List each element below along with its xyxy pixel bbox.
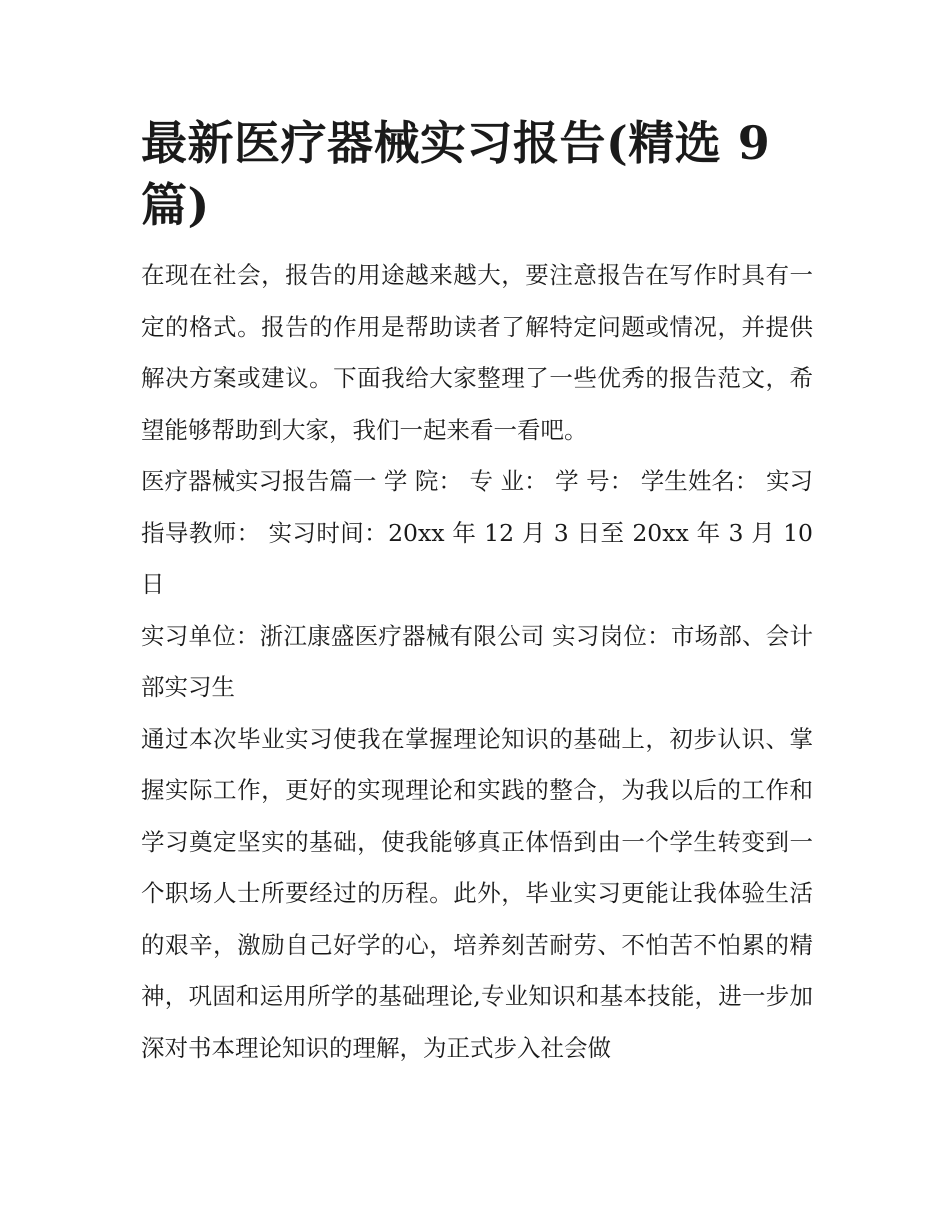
body-paragraph: 通过本次毕业实习使我在掌握理论知识的基础上，初步认识、掌握实际工作，更好的实现理论和实践的整合，为我以后的工作和学习奠定坚实的基础，使我能够真正体悟到由一个学生转变到一个职场人士所要经过的历程。此外，毕业实习更能让我体验生活的艰辛，激励自己好学的心，培养刻苦耐劳、不怕苦不怕累的精神，巩固和运用所学的基础理论,专业知识和基本技能，进一步加深对书本理论知识的理解，为正式步入社会做 bbox=[141, 724, 813, 1062]
document-title: 最新医疗器械实习报告(精选 9 篇) bbox=[141, 116, 771, 232]
internship-unit-paragraph: 实习单位：浙江康盛医疗器械有限公司 实习岗位：市场部、会计部实习生 bbox=[141, 621, 813, 701]
document-body bbox=[141, 112, 813, 1074]
intro-paragraph: 在现在社会，报告的用途越来越大，要注意报告在写作时具有一定的格式。报告的作用是帮助读者了解特定问题或情况，并提供解决方案或建议。下面我给大家整理了一些优秀的报告范文，希望能够帮助到大家，我们一起来看一看吧。 bbox=[141, 261, 813, 444]
report-info-paragraph: 医疗器械实习报告篇一 学 院： 专 业： 学 号： 学生姓名： 实习指导教师： 实习时间：20xx 年 12 月 3 日至 20xx 年 3 月 10 日 bbox=[141, 467, 813, 598]
